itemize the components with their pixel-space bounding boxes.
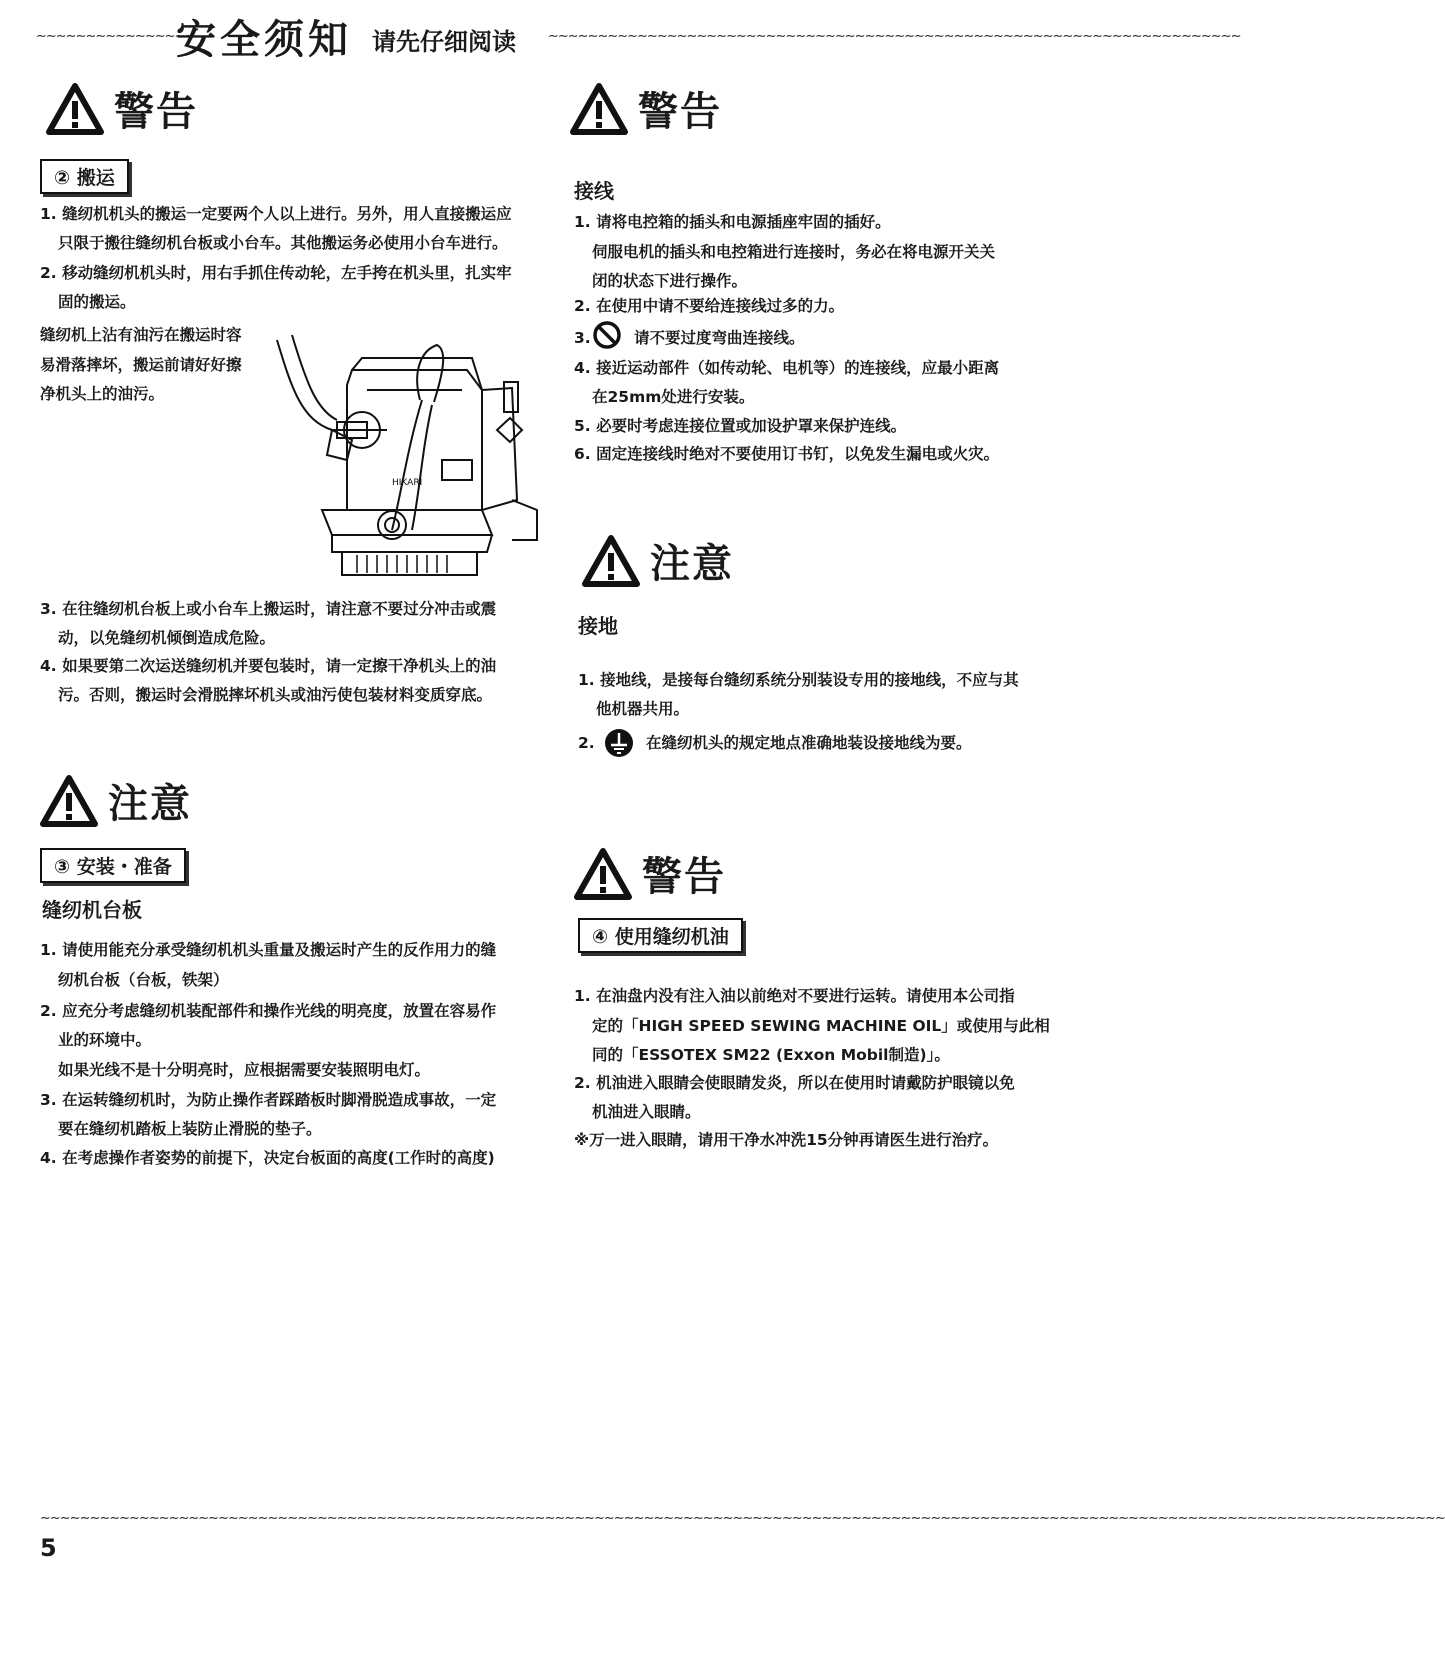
right-caution-heading: 注意: [650, 541, 734, 587]
ground-subheading: 接地: [578, 614, 618, 638]
ground-line: 他机器共用。: [596, 700, 690, 718]
warning-triangle-icon: [570, 83, 628, 135]
left-caution-header: [40, 772, 192, 829]
oil-line: ※万一进入眼睛，请用干净水冲洗15分钟再请医生进行治疗。: [574, 1131, 999, 1149]
oil-line: 同的「ESSOTEX SM22 (Exxon Mobil制造)」。: [592, 1046, 950, 1064]
right-caution-header: [582, 532, 734, 589]
wiring-line: 1. 请将电控箱的插头和电源插座牢固的插好。: [574, 213, 891, 231]
transport-line: 只限于搬往缝纫机台板或小台车。其他搬运务必使用小台车进行。: [58, 234, 508, 252]
transport-line-2: 4. 如果要第二次运送缝纫机并要包装时，请一定擦干净机头上的油: [40, 657, 497, 675]
table-subheading: 缝纫机台板: [42, 898, 142, 922]
ground-item2-number: 2.: [578, 734, 595, 752]
oil-line: 1. 在油盘内没有注入油以前绝对不要进行运转。请使用本公司指: [574, 987, 1015, 1005]
transport-line-2: 污。否则，搬运时会滑脱摔坏机头或油污使包装材料变质穿底。: [58, 686, 493, 704]
wiring-line: 2. 在使用中请不要给连接线过多的力。: [574, 297, 845, 315]
ground-icon: [604, 728, 634, 758]
oil-line: 2. 机油进入眼睛会使眼睛发炎，所以在使用时请戴防护眼镜以免: [574, 1074, 1015, 1092]
prohibited-icon: [592, 320, 622, 350]
oil-note-line: 净机头上的油污。: [40, 385, 165, 403]
warning-triangle-icon: [574, 848, 632, 900]
transport-line: 1. 缝纫机机头的搬运一定要两个人以上进行。另外，用人直接搬运应: [40, 205, 512, 223]
wiring-line: 5. 必要时考虑连接位置或加设护罩来保护连线。: [574, 417, 907, 435]
warning-triangle-icon: [582, 535, 640, 587]
install-line: 3. 在运转缝纫机时，为防止操作者踩踏板时脚滑脱造成事故，一定: [40, 1091, 497, 1109]
transport-line-2: 3. 在往缝纫机台板上或小台车上搬运时，请注意不要过分冲击或震: [40, 600, 497, 618]
footer-wave: ∼∼∼∼∼∼∼∼∼∼∼∼∼∼∼∼∼∼∼∼∼∼∼∼∼∼∼∼∼∼∼∼∼∼∼∼∼∼∼∼∼∼∼∼∼∼∼∼∼∼∼∼∼∼∼∼∼∼∼∼∼∼∼∼∼∼∼∼∼∼∼∼∼∼∼∼∼∼∼∼∼∼∼∼∼∼∼∼∼∼∼∼∼∼∼∼∼∼∼∼∼∼∼∼∼∼∼∼∼∼∼∼∼∼∼∼∼∼∼∼∼∼∼∼∼∼∼∼∼∼∼∼∼∼∼∼∼∼∼∼∼∼: [40, 1511, 1445, 1526]
right-warning2-header: [574, 845, 726, 902]
wiring-line: 伺服电机的插头和电控箱进行连接时，务必在将电源开关关: [592, 243, 996, 261]
transport-line: 固的搬运。: [58, 293, 136, 311]
wiring-line: 4. 接近运动部件（如传动轮、电机等）的连接线，应最小距离: [574, 359, 1000, 377]
oil-section-label: ④ 使用缝纫机油: [578, 918, 743, 953]
header-wave-right: ∼∼∼∼∼∼∼∼∼∼∼∼∼∼∼∼∼∼∼∼∼∼∼∼∼∼∼∼∼∼∼∼∼∼∼∼∼∼∼∼∼∼∼∼∼∼∼∼∼∼∼∼∼∼∼∼∼∼∼∼∼∼∼∼∼∼∼∼∼∼: [548, 29, 1241, 44]
wiring-line: 6. 固定连接线时绝对不要使用订书钉，以免发生漏电或火灾。: [574, 445, 1000, 463]
ground-line: 在缝纫机头的规定地点准确地装设接地线为要。: [646, 734, 972, 752]
wiring-item3-number: 3.: [574, 329, 591, 347]
page-title: 安全须知: [176, 17, 352, 63]
install-line: 业的环境中。: [58, 1031, 152, 1049]
wiring-line: 闭的状态下进行操作。: [592, 272, 748, 290]
install-line: 4. 在考虑操作者姿势的前提下，决定台板面的高度(工作时的高度): [40, 1149, 495, 1167]
right-warning-header: [570, 80, 722, 137]
wiring-subheading: 接线: [574, 179, 614, 203]
transport-line: 2. 移动缝纫机机头时，用右手抓住传动轮，左手挎在机头里，扎实牢: [40, 264, 512, 282]
oil-note-line: 缝纫机上沾有油污在搬运时容: [40, 326, 242, 344]
left-caution-heading: 注意: [108, 781, 192, 827]
transport-section-label: ② 搬运: [40, 159, 129, 194]
oil-line: 机油进入眼睛。: [592, 1103, 701, 1121]
warning-triangle-icon: [40, 775, 98, 827]
left-warning-heading: 警告: [114, 89, 198, 135]
ground-line: 1. 接地线，是接每台缝纫系统分别装设专用的接地线，不应与其: [578, 671, 1019, 689]
page-number: 5: [40, 1534, 57, 1562]
oil-line: 定的「HIGH SPEED SEWING MACHINE OIL」或使用与此相: [592, 1017, 1050, 1035]
transport-line-2: 动，以免缝纫机倾倒造成危险。: [58, 629, 276, 647]
oil-note-line: 易滑落摔坏，搬运前请好好擦: [40, 356, 242, 374]
left-warning-header: [46, 80, 198, 137]
wiring-line: 请不要过度弯曲连接线。: [634, 329, 805, 347]
install-line: 2. 应充分考虑缝纫机装配部件和操作光线的明亮度，放置在容易作: [40, 1002, 497, 1020]
right-warning2-heading: 警告: [642, 854, 726, 900]
svg-text:HIKARI: HIKARI: [392, 478, 423, 488]
install-line: 1. 请使用能充分承受缝纫机机头重量及搬运时产生的反作用力的缝: [40, 941, 497, 959]
page-subtitle: 请先仔细阅读: [372, 28, 516, 56]
install-line: 如果光线不是十分明亮时，应根据需要安装照明电灯。: [58, 1061, 431, 1079]
wiring-line: 在25mm处进行安装。: [592, 388, 755, 406]
install-line: 要在缝纫机踏板上装防止滑脱的垫子。: [58, 1120, 322, 1138]
right-warning-heading: 警告: [638, 89, 722, 135]
header-wave-left: ∼∼∼∼∼∼∼∼∼∼∼∼∼∼∼∼: [36, 29, 195, 44]
sewing-machine-illustration: [272, 330, 547, 590]
install-section-label: ③ 安装・准备: [40, 848, 186, 883]
warning-triangle-icon: [46, 83, 104, 135]
install-line: 纫机台板（台板，铁架）: [58, 971, 229, 989]
